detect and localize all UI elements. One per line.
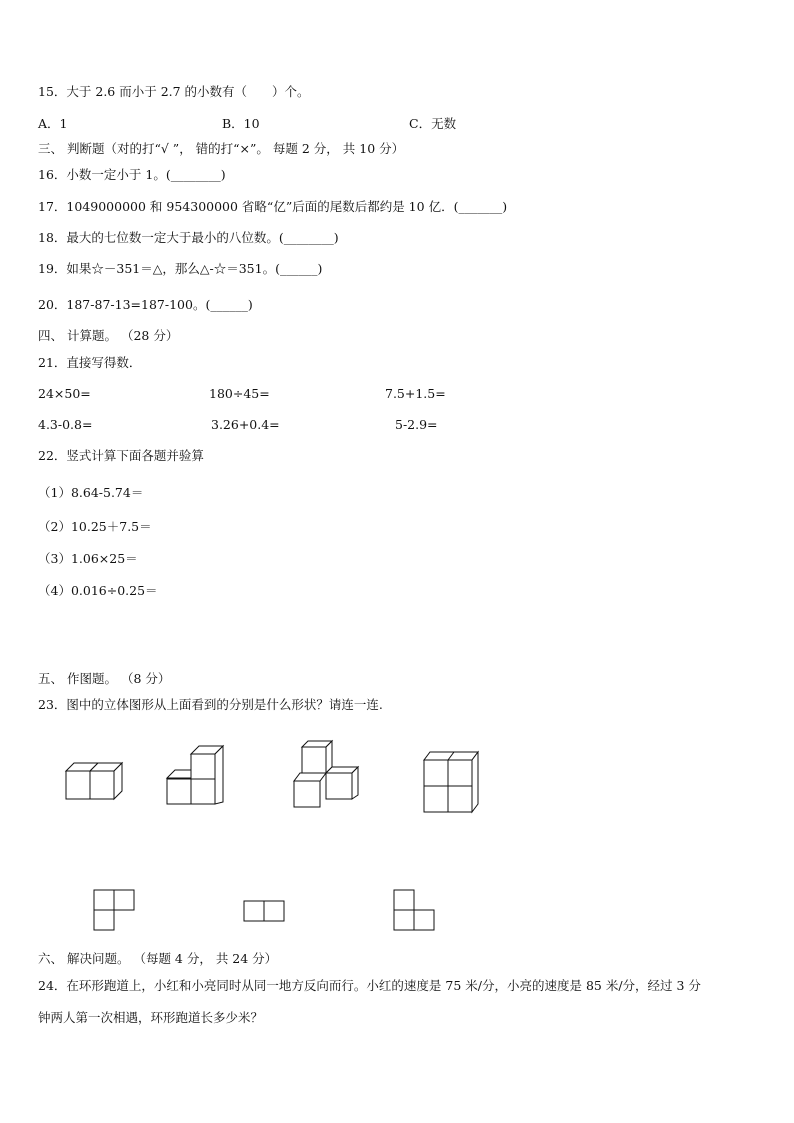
q24-line-1: 24．在环形跑道上，小红和小亮同时从同一地方反向而行。小红的速度是 75 米/分，小亮的速度是 85 米/分，经过 3 分 bbox=[38, 978, 701, 993]
q18-text: 18．最大的七位数一定大于最小的八位数。(________) bbox=[38, 230, 339, 245]
q22-item-2: （2）10.25＋7.5＝ bbox=[38, 519, 152, 534]
cube-figure-4 bbox=[418, 750, 484, 814]
q21-item-2: 180÷45= bbox=[209, 386, 270, 401]
q21-item-1: 24×50= bbox=[38, 386, 91, 401]
q17-text: 17．1049000000 和 954300000 省略“亿”后面的尾数后都约是 10 亿．(_______) bbox=[38, 199, 508, 214]
q15-option-b: B．10 bbox=[222, 116, 260, 131]
q23-text: 23．图中的立体图形从上面看到的分别是什么形状？请连一连. bbox=[38, 697, 383, 712]
q15-option-c: C．无数 bbox=[409, 116, 457, 131]
cube-figure-2 bbox=[163, 742, 233, 808]
q22-item-4: （4）0.016÷0.25＝ bbox=[38, 583, 158, 598]
q21-item-6: 5-2.9= bbox=[395, 417, 438, 432]
q21-item-5: 3.26+0.4= bbox=[211, 417, 280, 432]
top-view-shape-2 bbox=[243, 900, 287, 924]
section6-title: 六、 解决问题。 （每题 4 分， 共 24 分） bbox=[38, 951, 278, 966]
q24-line-2: 钟两人第一次相遇，环形跑道长多少米？ bbox=[38, 1010, 264, 1025]
q21-text: 21．直接写得数． bbox=[38, 355, 142, 370]
cube-figure-3 bbox=[288, 737, 366, 809]
cube-figure-1 bbox=[60, 755, 132, 805]
q22-item-3: （3）1.06×25＝ bbox=[38, 551, 138, 566]
section3-title: 三、 判断题（对的打“√ ”， 错的打“×”。 每题 2 分， 共 10 分） bbox=[38, 141, 405, 156]
q21-item-4: 4.3-0.8= bbox=[38, 417, 93, 432]
q19-text: 19．如果☆－351＝△，那么△-☆＝351。(______) bbox=[38, 261, 323, 276]
q21-item-3: 7.5+1.5= bbox=[385, 386, 446, 401]
top-view-shape-1 bbox=[93, 889, 137, 933]
q22-item-1: （1）8.64-5.74＝ bbox=[38, 485, 144, 500]
q20-text: 20．187-87-13=187-100。(______) bbox=[38, 297, 253, 312]
q16-text: 16．小数一定小于 1。(________) bbox=[38, 167, 226, 182]
section5-title: 五、 作图题。 （8 分） bbox=[38, 671, 171, 686]
q15-option-a: A．1 bbox=[38, 116, 68, 131]
section4-title: 四、 计算题。 （28 分） bbox=[38, 328, 179, 343]
q22-text: 22．竖式计算下面各题并验算 bbox=[38, 448, 204, 463]
q15-text: 15．大于 2.6 而小于 2.7 的小数有（ ）个。 bbox=[38, 84, 310, 99]
top-view-shape-3 bbox=[393, 889, 437, 933]
